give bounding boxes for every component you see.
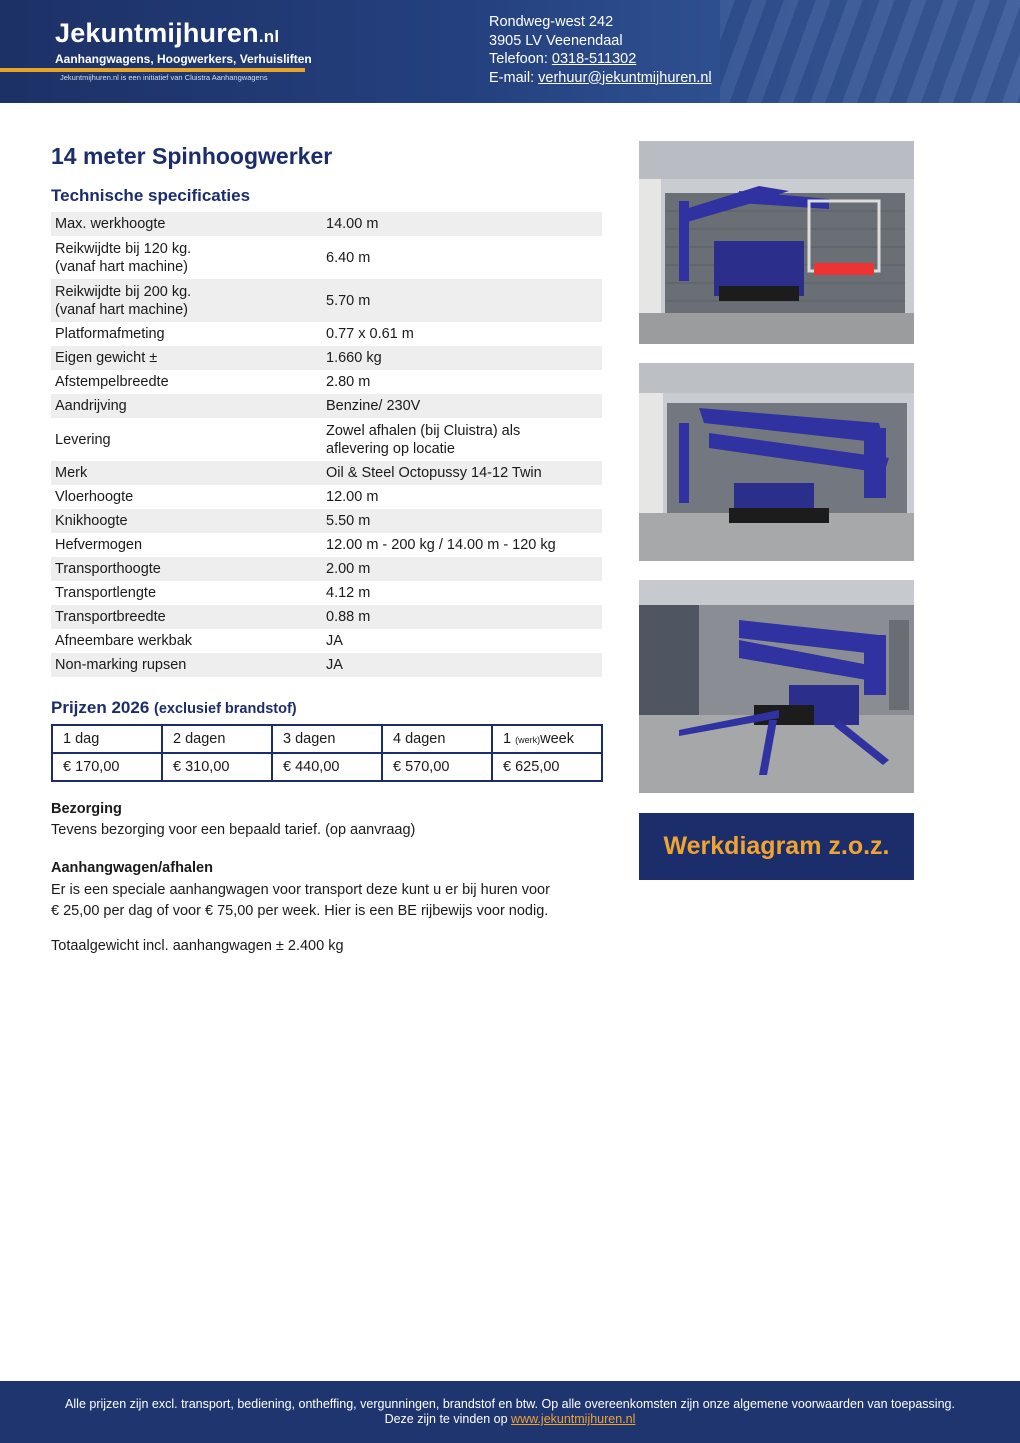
contact-info bbox=[489, 13, 712, 87]
price-header-row bbox=[52, 725, 602, 753]
price-value-cell: € 170,00 bbox=[52, 753, 162, 781]
phone-line bbox=[489, 50, 712, 69]
spec-value: 1.660 kg bbox=[326, 350, 382, 366]
prices-title-text: Prijzen 2026 bbox=[51, 698, 150, 717]
week-suffix: week bbox=[540, 731, 574, 747]
spec-key-line: Reikwijdte bij 200 kg. bbox=[55, 283, 192, 300]
spec-key: Levering bbox=[55, 431, 111, 448]
price-table bbox=[51, 724, 603, 782]
aanhangwagen-text bbox=[51, 880, 611, 922]
address-line-1: Rondweg-west 242 bbox=[489, 14, 614, 30]
spec-value: 14.00 m bbox=[326, 216, 379, 232]
spec-key: Afneembare werkbak bbox=[55, 633, 193, 649]
spec-key: Transportlengte bbox=[55, 585, 157, 601]
specs-table bbox=[51, 212, 602, 677]
spec-value: Oil & Steel Octopussy 14-12 Twin bbox=[326, 465, 542, 481]
prices-title-note: (exclusief brandstof) bbox=[154, 701, 297, 717]
spec-value: 12.00 m - 200 kg / 14.00 m - 120 kg bbox=[326, 537, 556, 553]
spec-key bbox=[51, 240, 326, 276]
spec-value-line: Zowel afhalen (bij Cluistra) als bbox=[326, 422, 521, 439]
spec-key: Aandrijving bbox=[55, 398, 127, 414]
email-line bbox=[489, 69, 712, 88]
spec-key: Knikhoogte bbox=[55, 513, 128, 529]
logo-tld: .nl bbox=[258, 27, 280, 46]
logo-title bbox=[55, 18, 312, 52]
spec-value: 5.70 m bbox=[326, 292, 371, 309]
footer-line-2 bbox=[0, 1412, 1020, 1427]
phone-label: Telefoon: bbox=[489, 51, 552, 67]
spec-row bbox=[51, 418, 602, 461]
spec-value: 4.12 m bbox=[326, 585, 371, 601]
spec-value: 5.50 m bbox=[326, 513, 371, 529]
logo-title-text: Jekuntmijhuren bbox=[55, 18, 259, 48]
spec-row bbox=[51, 629, 602, 653]
aanhangwagen-line: € 25,00 per dag of voor € 75,00 per week. Hier is een BE rijbewijs voor nodig. bbox=[51, 903, 549, 919]
spec-value: 0.88 m bbox=[326, 609, 371, 625]
logo-accent-bar bbox=[0, 68, 305, 72]
spec-value bbox=[326, 422, 602, 458]
spec-value: 2.00 m bbox=[326, 561, 371, 577]
logo-tagline: Jekuntmijhuren.nl is een initiatief van Cluistra Aanhangwagens bbox=[60, 73, 268, 82]
spec-value: JA bbox=[326, 633, 343, 649]
price-value-cell: € 440,00 bbox=[272, 753, 382, 781]
spec-value: 0.77 x 0.61 m bbox=[326, 326, 414, 342]
spec-key: Hefvermogen bbox=[55, 537, 143, 553]
machine-photo-3 bbox=[639, 580, 914, 793]
spec-value: 2.80 m bbox=[326, 374, 371, 390]
spec-row bbox=[51, 533, 602, 557]
spec-row bbox=[51, 509, 602, 533]
price-header-cell: 2 dagen bbox=[162, 725, 272, 753]
spec-key: Max. werkhoogte bbox=[55, 216, 166, 232]
aanhangwagen-line: Er is een speciale aanhangwagen voor transport deze kunt u er bij huren voor bbox=[51, 882, 550, 898]
spec-key: Eigen gewicht ± bbox=[55, 350, 158, 366]
price-header-cell: 3 dagen bbox=[272, 725, 382, 753]
logo[interactable] bbox=[55, 18, 312, 67]
spec-key: Non-marking rupsen bbox=[55, 657, 187, 673]
price-value-cell: € 310,00 bbox=[162, 753, 272, 781]
spec-key: Vloerhoogte bbox=[55, 489, 134, 505]
spec-row bbox=[51, 581, 602, 605]
price-value-cell: € 625,00 bbox=[492, 753, 602, 781]
spec-key bbox=[51, 283, 326, 319]
spec-key: Platformafmeting bbox=[55, 326, 165, 342]
spec-value: JA bbox=[326, 657, 343, 673]
prices-title bbox=[51, 698, 297, 718]
spec-key-line: (vanaf hart machine) bbox=[55, 258, 188, 275]
spec-row bbox=[51, 279, 602, 322]
spec-row bbox=[51, 557, 602, 581]
aanhangwagen-heading: Aanhangwagen/afhalen bbox=[51, 860, 213, 876]
spec-row bbox=[51, 461, 602, 485]
email-link[interactable]: verhuur@jekuntmijhuren.nl bbox=[538, 69, 712, 86]
werkdiagram-banner: Werkdiagram z.o.z. bbox=[639, 813, 914, 880]
spec-row bbox=[51, 653, 602, 677]
spec-key: Merk bbox=[55, 465, 88, 481]
spec-row bbox=[51, 212, 602, 236]
spec-key-line: Reikwijdte bij 120 kg. bbox=[55, 240, 192, 257]
email-label: E-mail: bbox=[489, 69, 539, 86]
logo-subtitle: Aanhangwagens, Hoogwerkers, Verhuisliften bbox=[55, 52, 312, 66]
bezorging-text: Tevens bezorging voor een bepaald tarief. (op aanvraag) bbox=[51, 822, 416, 838]
machine-photo-2 bbox=[639, 363, 914, 561]
page-footer bbox=[0, 1381, 1020, 1443]
footer-website-link[interactable]: www.jekuntmijhuren.nl bbox=[511, 1412, 636, 1426]
spec-row bbox=[51, 236, 602, 279]
page-title: 14 meter Spinhoogwerker bbox=[51, 143, 333, 169]
total-weight-text: Totaalgewicht incl. aanhangwagen ± 2.400 kg bbox=[51, 938, 344, 954]
header-background-photo bbox=[720, 0, 1020, 103]
week-prefix: 1 bbox=[503, 731, 516, 747]
page-header bbox=[0, 0, 1020, 103]
specs-title: Technische specificaties bbox=[51, 186, 251, 205]
spec-row bbox=[51, 605, 602, 629]
spec-key: Transporthoogte bbox=[55, 561, 161, 577]
spec-row bbox=[51, 485, 602, 509]
price-header-cell: 4 dagen bbox=[382, 725, 492, 753]
phone-link[interactable]: 0318-511302 bbox=[551, 51, 637, 67]
spec-value-line: aflevering op locatie bbox=[326, 440, 455, 457]
spec-row bbox=[51, 394, 602, 418]
spec-row bbox=[51, 370, 602, 394]
address-line-2: 3905 LV Veenendaal bbox=[489, 32, 623, 49]
spec-row bbox=[51, 346, 602, 370]
spec-value: 12.00 m bbox=[326, 489, 379, 505]
footer-line-1: Alle prijzen zijn excl. transport, bediening, ontheffing, vergunningen, brandstof en btw. Op alle overeenkomsten zijn onze algemene voorwaarden van toepassing. bbox=[65, 1397, 955, 1411]
spec-value: Benzine/ 230V bbox=[326, 398, 421, 414]
spec-row bbox=[51, 322, 602, 346]
spec-value: 6.40 m bbox=[326, 249, 371, 266]
footer-line-2-text: Deze zijn te vinden op bbox=[384, 1412, 512, 1426]
spec-key-line: (vanaf hart machine) bbox=[55, 301, 188, 318]
price-header-cell bbox=[492, 725, 602, 753]
spec-key: Afstempelbreedte bbox=[55, 374, 169, 390]
price-value-row bbox=[52, 753, 602, 781]
bezorging-heading: Bezorging bbox=[51, 801, 122, 817]
spec-key: Transportbreedte bbox=[55, 609, 166, 625]
week-small: (werk) bbox=[515, 735, 541, 745]
price-header-cell: 1 dag bbox=[52, 725, 162, 753]
price-value-cell: € 570,00 bbox=[382, 753, 492, 781]
machine-photo-1 bbox=[639, 141, 914, 344]
